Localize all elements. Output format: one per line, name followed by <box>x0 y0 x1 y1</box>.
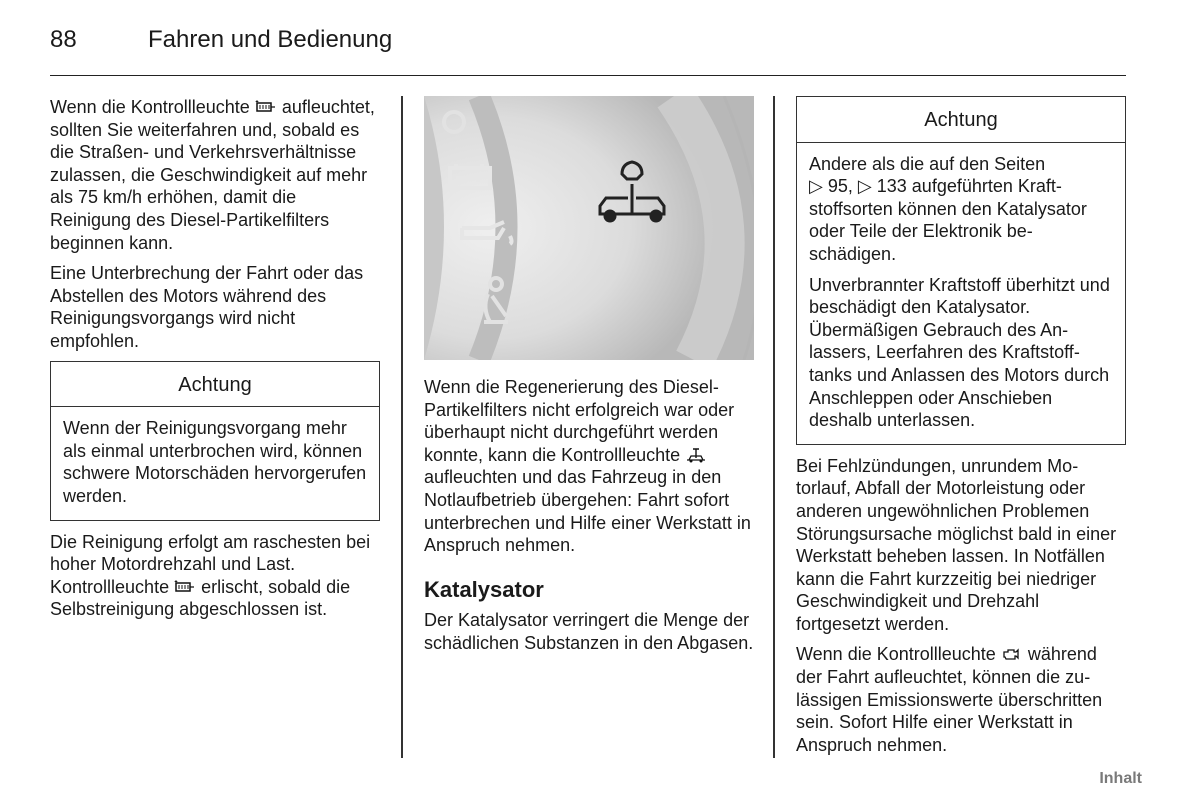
instrument-cluster-image <box>424 96 754 360</box>
paragraph-engine-light <box>796 643 1126 756</box>
warning-title: Achtung <box>51 362 379 408</box>
paragraph-text: Wenn die Regenerierung des Diesel-Partikelfilters nicht erfolgreich war oder überhaupt nicht durchgeführt werden konnte, kann die Kontrollleuchte <box>424 377 735 465</box>
paragraph-interruption: Eine Unterbrechung der Fahrt oder das Abstellen des Motors während des Reinigungsvorgangs wird nicht empfohlen. <box>50 263 364 351</box>
diesel-particle-filter-icon <box>255 99 277 115</box>
paragraph-dpf-warning-light <box>50 96 380 254</box>
column-divider <box>773 96 775 758</box>
page-reference-arrow-icon: ▷ <box>857 176 872 197</box>
contents-link[interactable]: Inhalt <box>1099 770 1142 787</box>
warning-body <box>797 143 1125 444</box>
column-divider <box>401 96 403 758</box>
paragraph-text: erlischt, sobald die Selbstreinigung abgeschlossen ist. <box>50 576 351 620</box>
warning-box <box>50 361 380 521</box>
warning-text-unburned: Unverbrannter Kraftstoff überhitzt und beschädigt den Katalysator. Übermäßigen Gebrauch des Anlassers, Leerfahren des Kraftstofftanks und Anlassen des Motors durch Anschleppen oder Anschieben deshalb unterlassen. <box>809 274 1110 431</box>
warning-box <box>796 96 1126 445</box>
paragraph-text: aufleuchten und das Fahrzeug in den Notlaufbetrieb übergehen: Fahrt sofort unterbrechen und Hilfe einer Werkstatt in Anspruch nehmen. <box>424 467 751 556</box>
warning-text-fuel <box>809 153 1113 266</box>
diesel-particle-filter-icon <box>174 579 196 595</box>
instrument-cluster-illustration <box>424 96 754 360</box>
paragraph-cleaning <box>50 531 380 621</box>
engine-check-icon <box>1001 646 1023 662</box>
section-heading-katalysator: Katalysator <box>424 576 544 602</box>
paragraph-text: während der Fahrt aufleuchtet, können die zulässigen Emissionswerte überschritten sein. Sofort Hilfe einer Werkstatt in Anspruch nehmen. <box>796 644 1103 755</box>
warning-text: 133 aufgeführten Kraftstoffsorten können den Katalysator oder Teile der Elektronik beschädigen. <box>809 176 1087 264</box>
page-header <box>50 24 1126 76</box>
paragraph-text: aufleuchtet, sollten Sie weiterfahren und, sobald es die Straßen- und Verkehrsverhältnisse zulassen, die Geschwindigkeit auf mehr als 75 km/h erhöhen, damit die Reinigung des Diesel-Partikelfilters beginnen kann. <box>50 97 375 253</box>
column-middle <box>424 96 754 663</box>
paragraph-misfire: Bei Fehlzündungen, unrundem Motorlauf, Abfall der Motorleistung oder anderen ungewöhnlichen Problemen Störungsursache möglichst bald in einer Werkstatt beheben lassen. In Notfällen kann die Fahrt kurzzeitig bei niedriger Geschwindigkeit und Drehzahl fortgesetzt werden. <box>796 455 1117 634</box>
paragraph-text: Wenn die Kontrollleuchte <box>50 97 250 117</box>
page-number: 88 <box>50 26 77 53</box>
paragraph-regeneration <box>424 376 754 557</box>
page-reference-arrow-icon: ▷ <box>809 176 823 197</box>
paragraph-text: Wenn die Kontrollleuchte <box>796 644 996 665</box>
paragraph-catalyst: Der Katalysator verringert die Menge der schädlichen Substanzen in den Abgasen. <box>424 610 754 653</box>
warning-title: Achtung <box>797 97 1125 143</box>
page-reference-link[interactable]: 95, <box>827 176 853 197</box>
column-right <box>796 96 1126 764</box>
column-left <box>50 96 380 629</box>
warning-body <box>51 407 379 519</box>
service-vehicle-icon <box>685 447 707 463</box>
paragraph-text: Die Reinigung erfolgt am raschesten bei hoher Motordrehzahl und Last. Kontrollleuchte <box>50 531 371 597</box>
warning-text: Wenn der Reinigungsvorgang mehr als einmal unterbrochen wird, können schwere Motorschäden hervorgerufen werden. <box>63 418 367 506</box>
warning-text: Andere als die auf den Seiten <box>809 153 1046 174</box>
page-title: Fahren und Bedienung <box>148 26 393 53</box>
